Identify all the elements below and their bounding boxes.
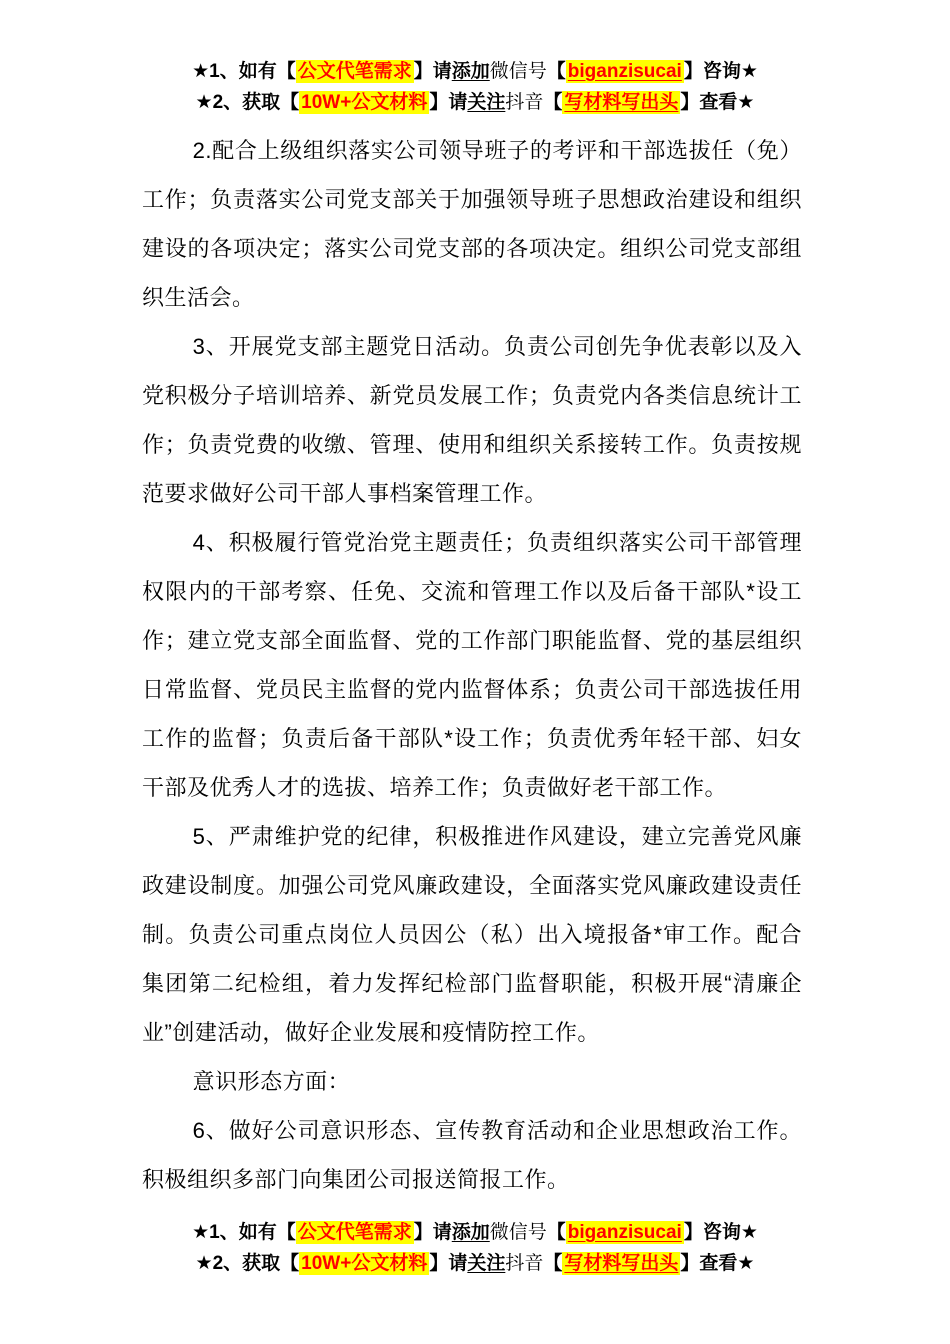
paragraph-5-discipline-building: 5、严肃维护党的纪律，积极推进作风建设，建立完善党风廉政建设制度。加强公司党风廉政建设，全面落实党风廉政建设责任制。负责公司重点岗位人员因公（私）出入境报备*审工作。配合集团第二纪检组，着力发挥纪检部门监督职能，积极开展“清廉企业”创建活动，做好企业发展和疫情防控工作。 [142, 824, 802, 1045]
douyin-label: 抖音 [505, 92, 544, 113]
wechat-label: 微信号 [489, 61, 547, 82]
follow-action-underlined: 关注 [467, 92, 506, 113]
promo-prefix: ★1、如有【 [192, 61, 296, 82]
promo-suffix: 】咨询★ [683, 1222, 758, 1243]
promo-prefix: ★2、获取【 [195, 92, 300, 113]
open-bracket: 【 [546, 1222, 566, 1243]
promo-prefix: ★1、如有【 [192, 1222, 296, 1243]
promo-banner-top [0, 56, 950, 118]
promo-suffix: 】查看★ [680, 1253, 755, 1274]
promo-suffix: 】咨询★ [683, 61, 758, 82]
promo-top-line-wechat [0, 56, 950, 87]
highlight-materials: 10W+公文材料 [301, 92, 428, 113]
paragraph-6-ideology-work: 6、做好公司意识形态、宣传教育活动和企业思想政治工作。积极组织多部门向集团公司报送简报工作。 [142, 1118, 802, 1192]
promo-mid: 】请 [413, 1222, 452, 1243]
add-action-underlined: 添加 [451, 61, 490, 82]
wechat-label: 微信号 [489, 1222, 547, 1243]
promo-mid: 】请 [413, 61, 452, 82]
promo-suffix: 】查看★ [680, 92, 755, 113]
document-body [142, 126, 802, 1204]
open-bracket: 【 [546, 61, 566, 82]
promo-bottom-line-wechat [0, 1217, 950, 1248]
open-bracket: 【 [543, 1253, 563, 1274]
follow-action-underlined: 关注 [467, 1253, 506, 1274]
open-bracket: 【 [543, 92, 563, 113]
douyin-label: 抖音 [505, 1253, 544, 1274]
highlight-douyin-account: 写材料写出头 [564, 92, 679, 113]
highlight-wechat-id: biganzisucai [567, 61, 682, 82]
paragraph-4-cadre-management: 4、积极履行管党治党主题责任；负责组织落实公司干部管理权限内的干部考察、任免、交流和管理工作以及后备干部队*设工作；建立党支部全面监督、党的工作部门职能监督、党的基层组织日常监督、党员民主监督的党内监督体系；负责公司干部选拔任用工作的监督；负责后备干部队*设工作；负责优秀年轻干部、妇女干部及优秀人才的选拔、培养工作；负责做好老干部工作。 [142, 530, 802, 800]
highlight-douyin-account: 写材料写出头 [564, 1253, 679, 1274]
highlight-writing-service: 公文代笔需求 [297, 61, 412, 82]
paragraph-2-org-implementation: 2.配合上级组织落实公司领导班子的考评和干部选拔任（免）工作；负责落实公司党支部关于加强领导班子思想政治建设和组织建设的各项决定；落实公司党支部的各项决定。组织公司党支部组织生活会。 [142, 138, 802, 310]
section-label-ideology: 意识形态方面： [192, 1069, 351, 1094]
paragraph-3-party-day-activities: 3、开展党支部主题党日活动。负责公司创先争优表彰以及入党积极分子培训培养、新党员发展工作；负责党内各类信息统计工作；负责党费的收缴、管理、使用和组织关系接转工作。负责按规范要求做好公司干部人事档案管理工作。 [142, 334, 802, 506]
promo-banner-bottom [0, 1217, 950, 1279]
highlight-materials: 10W+公文材料 [301, 1253, 428, 1274]
highlight-wechat-id: biganzisucai [567, 1222, 682, 1243]
add-action-underlined: 添加 [451, 1222, 490, 1243]
promo-bottom-line-douyin [0, 1248, 950, 1279]
promo-mid: 】请 [429, 1253, 468, 1274]
promo-mid: 】请 [429, 92, 468, 113]
highlight-writing-service: 公文代笔需求 [297, 1222, 412, 1243]
promo-top-line-douyin [0, 87, 950, 118]
promo-prefix: ★2、获取【 [195, 1253, 300, 1274]
